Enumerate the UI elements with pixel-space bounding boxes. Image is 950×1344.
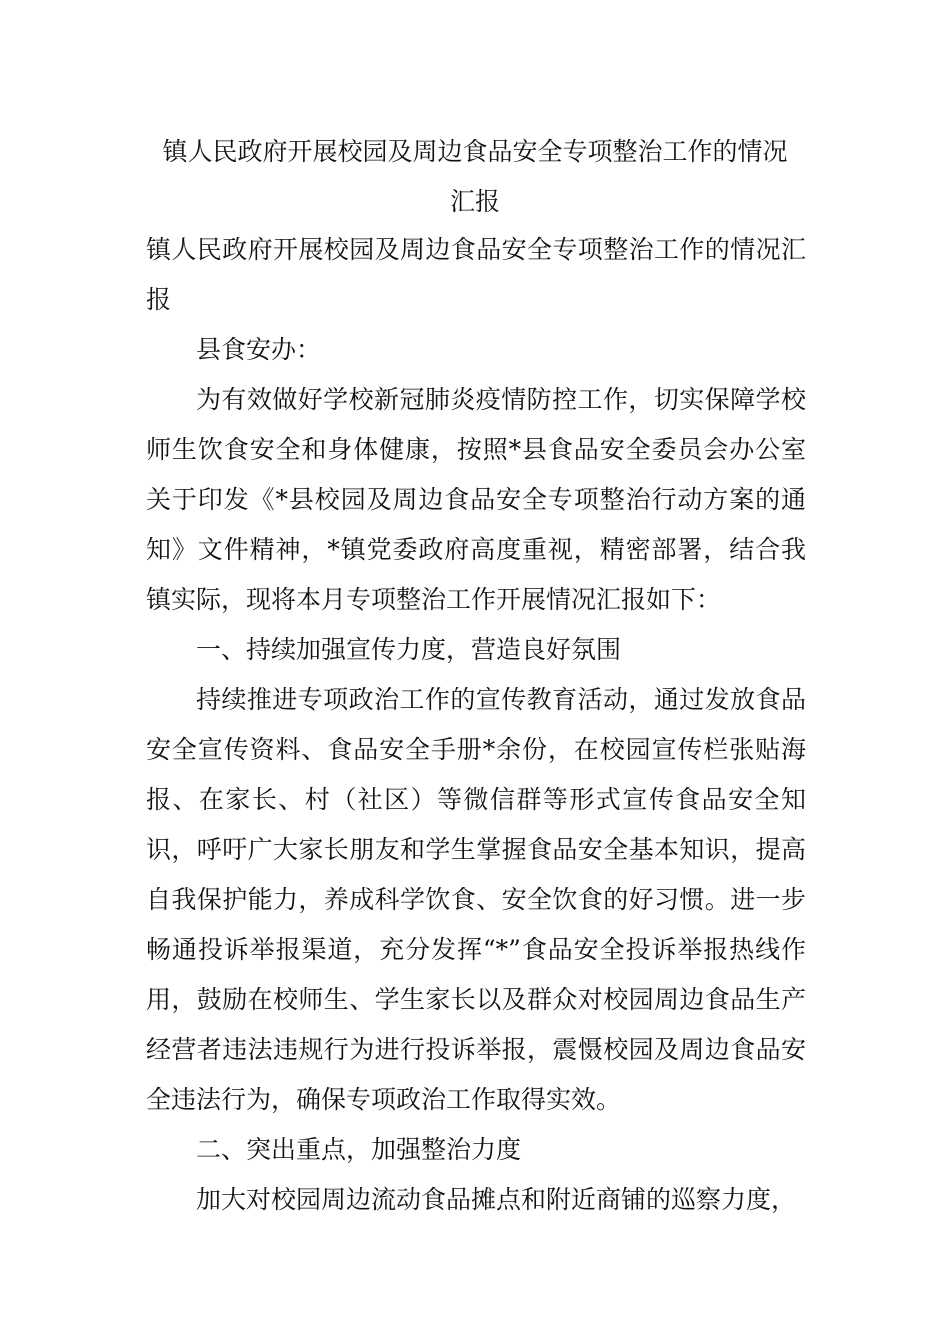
subtitle: 镇人民政府开展校园及周边食品安全专项整治工作的情况汇报 <box>146 235 806 314</box>
document-title <box>100 127 850 227</box>
section-heading-1: 一、持续加强宣传力度，营造良好氛围 <box>196 635 622 664</box>
paragraph-publicity: 持续推进专项政治工作的宣传教育活动，通过发放食品安全宣传资料、食品安全手册*余份，在校园宣传栏张贴海报、在家长、村（社区）等微信群等形式宣传食品安全知识，呼吁广大家长朋友和学生掌握食品安全基本知识，提高自我保护能力，养成科学饮食、安全饮食的好习惯。进一步畅通投诉举报渠道，充分发挥“*”食品安全投诉举报热线作用，鼓励在校师生、学生家长以及群众对校园周边食品生产经营者违法违规行为进行投诉举报，震慑校园及周边食品安全违法行为，确保专项政治工作取得实效。 <box>146 685 806 1114</box>
document-body <box>146 225 806 1225</box>
paragraph-inspection: 加大对校园周边流动食品摊点和附近商铺的巡察力度， <box>196 1185 797 1214</box>
title-line-2: 汇报 <box>449 187 500 216</box>
title-line-1: 镇人民政府开展校园及周边食品安全专项整治工作的情况 <box>162 137 788 166</box>
section-heading-2: 二、突出重点，加强整治力度 <box>196 1135 522 1164</box>
paragraph-intro: 为有效做好学校新冠肺炎疫情防控工作，切实保障学校师生饮食安全和身体健康，按照*县食品安全委员会办公室关于印发《*县校园及周边食品安全专项整治行动方案的通知》文件精神，*镇党委政府高度重视，精密部署，结合我镇实际，现将本月专项整治工作开展情况汇报如下： <box>146 385 806 614</box>
salutation: 县食安办： <box>196 335 322 364</box>
